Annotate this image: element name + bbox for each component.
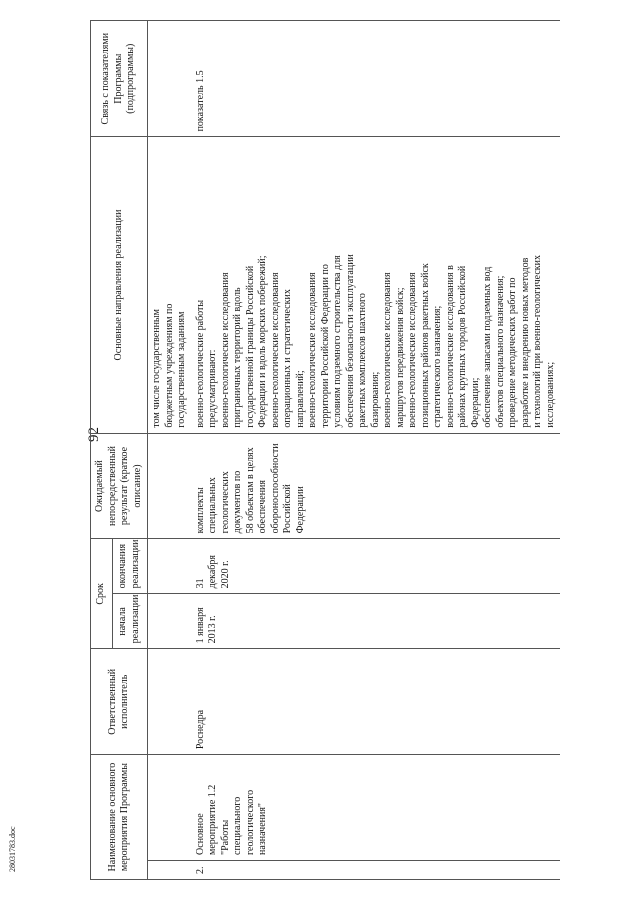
continuation-row: [148, 21, 192, 880]
implementation-directions: военно-геологические работы предусматривают: военно-геологические исследования приграничных территорий вдоль государственной границы Российской Федерации и вдоль морских побережий; военно-геологические исследования операционных и стратегических направлений; военно-геологические исследования территории Российской Федерации по условиям подземного строительства для обеспечения безопасности эксплуатации ракетных комплексов шахтного базирования; военно-геологические исследования маршрутов передвижения войск; военно-геологические исследования позиционных районов ракетных войск стратегического назначения; военно-геологические исследования в районах крупных городов Российской Федерации; обеспечение запасами подземных вод объектов специального назначения; проведение методических работ по разработке и внедрению новых методов и технологий при военно-геологических исследованиях;: [192, 137, 561, 433]
header-indicator-link: Связь с показателями Программы (подпрограммы): [91, 21, 148, 137]
term-start: 1 января 2013 г.: [192, 594, 561, 649]
header-term-end: окончания реализации: [112, 539, 147, 594]
table-row: [192, 21, 561, 880]
header-directions: Основные направления реализации: [91, 137, 148, 433]
executor: Роснедра: [192, 649, 561, 755]
header-executor: Ответственный исполнитель: [91, 649, 148, 755]
header-term: Срок: [91, 539, 113, 649]
program-table-container: [90, 20, 640, 880]
program-measures-table: [90, 20, 560, 880]
header-term-start: начала реализации: [112, 594, 147, 649]
header-expected-result: Ожидаемый непосредственный результат (краткое описание): [91, 433, 148, 539]
indicator-link: показатель 1.5: [192, 21, 561, 137]
measure-name: Основное мероприятие 1.2 "Работы специального геологического назначения": [192, 755, 561, 861]
continuation-text: том числе государственным бюджетным учреждениям по государственным заданиям: [148, 137, 192, 433]
term-end: 31 декабря 2020 г.: [192, 539, 561, 594]
document-reference: 2803178З.doc: [8, 826, 17, 872]
row-number: 2.: [192, 860, 561, 879]
page-number: 92: [86, 427, 102, 442]
expected-result: комплекты специальных геологических документов по 58 объектам в целях обеспечения обороноспособности Российской Федерации: [192, 433, 561, 539]
header-measure-name: Наименование основного мероприятия Программы: [91, 755, 148, 880]
